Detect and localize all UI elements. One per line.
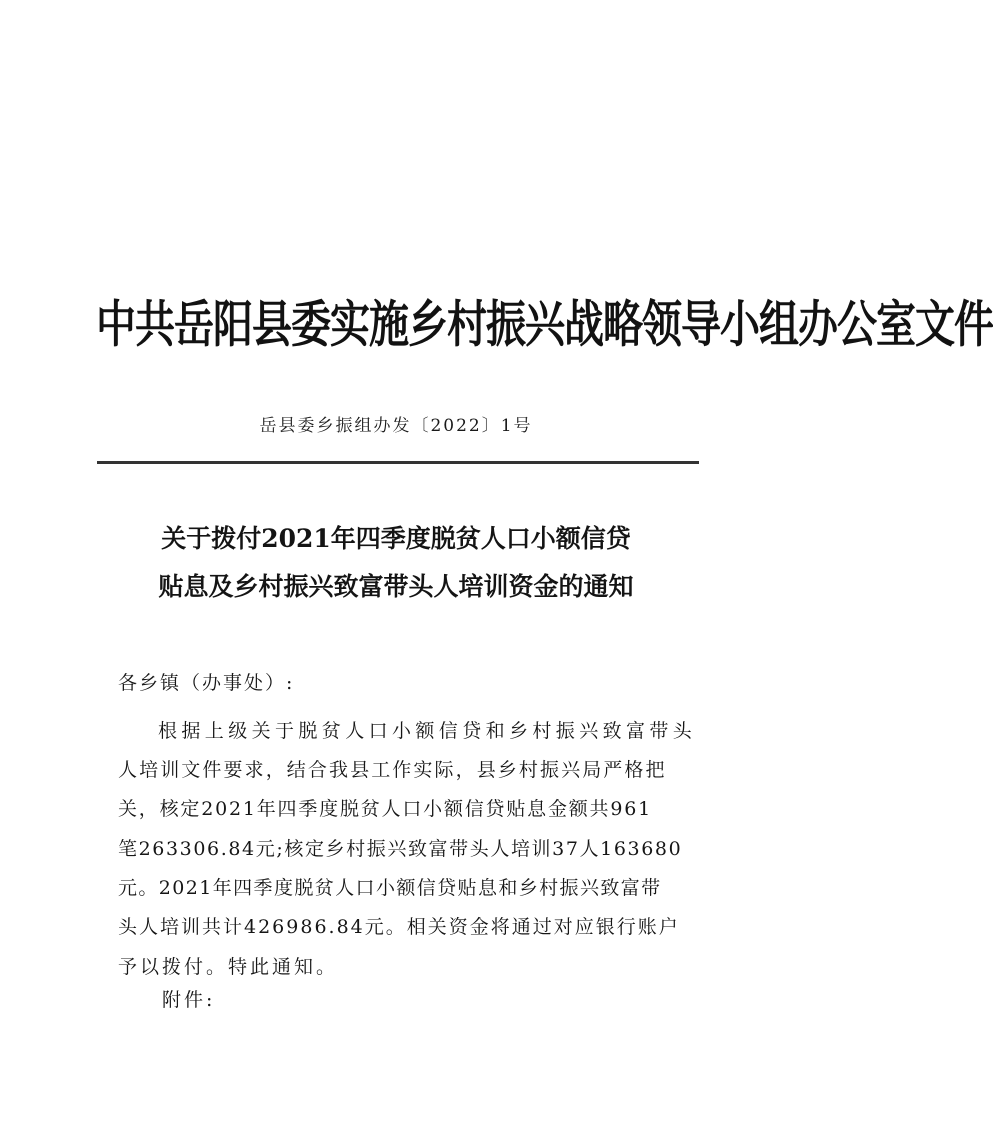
salutation: 各乡镇（办事处）: [118,672,295,694]
body-paragraph-line-7: 予以拨付。特此通知。 [118,956,339,978]
body-paragraph-line-2: 人培训文件要求，结合我县工作实际，县乡村振兴局严格把 [118,759,667,781]
header-divider [97,461,699,464]
attachment-label: 附件: [162,989,216,1011]
document-number: 岳县委乡振组办发〔2022〕1号 [259,416,533,436]
body-paragraph-line-6: 头人培训共计426986.84元。相关资金将通过对应银行账户 [118,916,680,938]
body-paragraph-line-3: 关，核定2021年四季度脱贫人口小额信贷贴息金额共961 [118,798,653,820]
issuer-header-title: 中共岳阳县委实施乡村振兴战略领导小组办公室文件 [96,295,993,354]
notice-title-line-2: 贴息及乡村振兴致富带头人培训资金的通知 [158,572,634,601]
body-paragraph-line-4: 笔263306.84元;核定乡村振兴致富带头人培训37人163680 [118,838,683,860]
notice-title-line-1: 关于拨付2021年四季度脱贫人口小额信贷 [161,524,631,553]
body-paragraph-line-1: 根据上级关于脱贫人口小额信贷和乡村振兴致富带头 [158,720,697,742]
body-paragraph-line-5: 元。2021年四季度脱贫人口小额信贷贴息和乡村振兴致富带 [118,877,662,899]
